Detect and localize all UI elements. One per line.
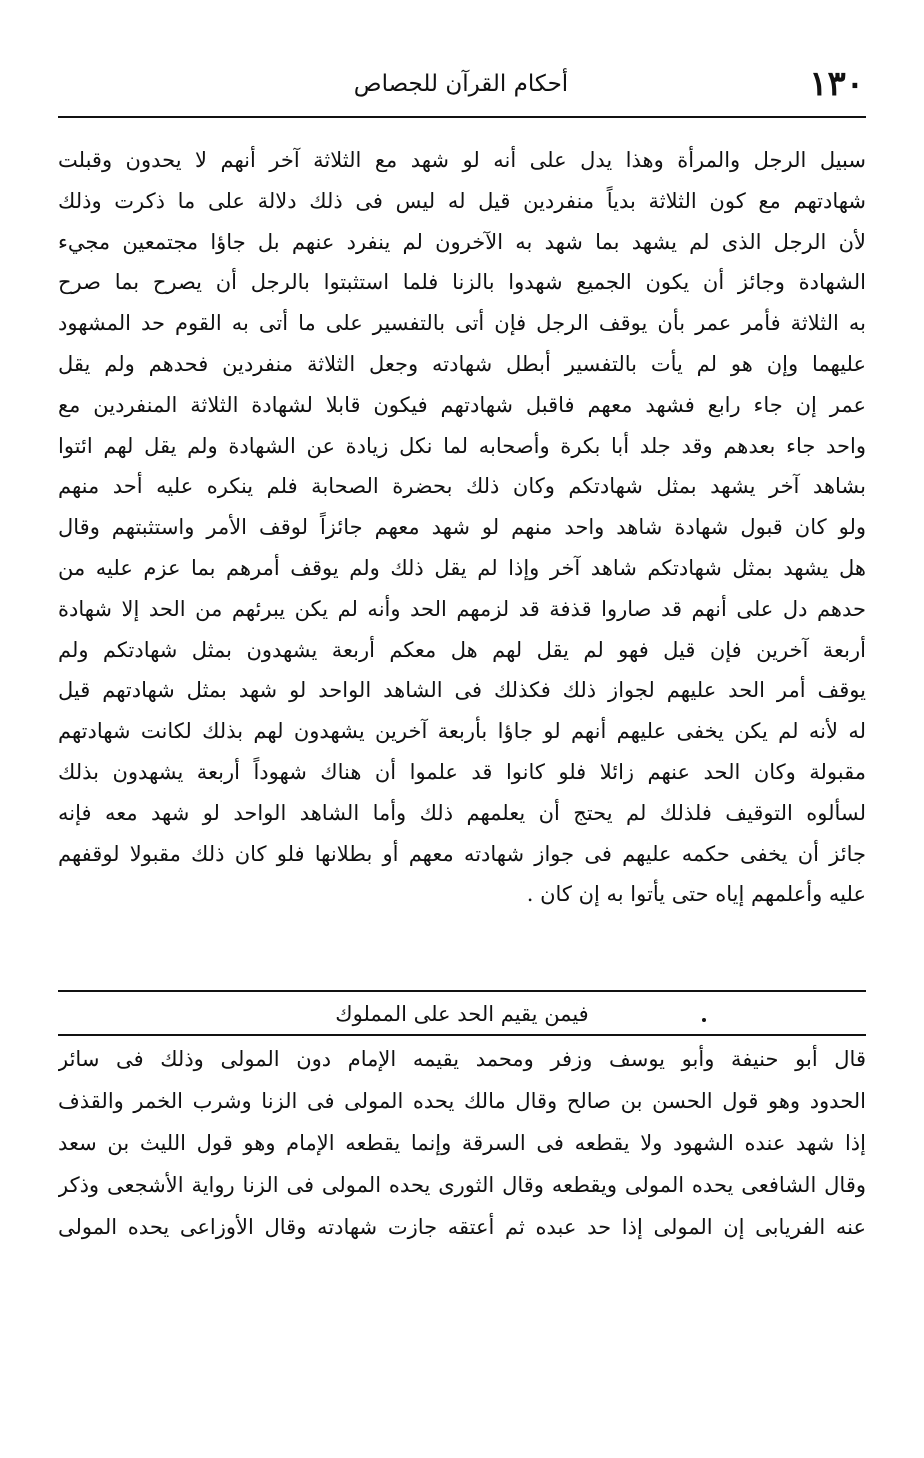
page-number: ١٣٠ <box>809 64 864 104</box>
text-line: شهادتهم مع كون الثلاثة بدياً منفردين قيل له ليس فى ذلك دلالة على ما ذكرت وذلك <box>58 188 866 213</box>
running-title: أحكام القرآن للجصاص <box>353 71 569 97</box>
text-line: لأن الرجل الذى لم يشهد بما شهد به الآخرون لم ينفرد عنهم بل جاؤا مجتمعين مجيء <box>58 229 866 254</box>
section-rule-top <box>58 990 866 992</box>
text-line: عليهما وإن هو لم يأت بالتفسير أبطل شهادته وجعل الثلاثة منفردين فحدهم ولم يقل <box>58 351 866 376</box>
section-line: الحدود وهو قول الحسن بن صالح وقال مالك يحده المولى فى الزنا وشرب الخمر والقذف <box>58 1089 866 1113</box>
text-line: أربعة آخرين فإن قيل فهو لم يقل لهم هل معكم أربعة يشهدون بمثل شهادتكم ولم <box>58 637 866 662</box>
text-line: جائز أن يخفى حكمه عليهم فى جواز شهادته معهم أو بطلانها فلو كان ذلك مقبولا لوقفهم <box>58 841 866 866</box>
section-line: قال أبو حنيفة وأبو يوسف وزفر ومحمد يقيمه الإمام دون المولى وذلك فى سائر <box>58 1047 866 1071</box>
section-line: إذا شهد عنده الشهود ولا يقطعه فى السرقة وإنما يقطعه الإمام وهو قول الليث بن سعد <box>58 1131 866 1155</box>
text-line: ولو كان قبول شهادة شاهد واحد منهم لو شهد معهم جائزاً لوقف الأمر واستثبتهم وقال <box>58 515 866 540</box>
page-header <box>58 62 864 106</box>
text-line: الشهادة وجائز أن يكون الجميع شهدوا بالزنا فلما استثبتوا بالرجل أن يصرح بما صرح <box>58 270 866 295</box>
section-heading: فيمن يقيم الحد على المملوك <box>335 1002 589 1026</box>
text-line: هل يشهد بمثل شهادتكم شاهد آخر وإذا لم يقل ذلك ولم يوقف أمرهم بما عزم عليه من <box>58 555 866 580</box>
section-line: وقال الشافعى يحده المولى ويقطعه وقال الثورى يحده المولى فى الزنا رواية الأشجعى وذكر <box>58 1173 866 1197</box>
section-rule-bottom <box>58 1034 866 1036</box>
heading-dot <box>702 1018 706 1022</box>
text-line: لسألوه التوقيف فلذلك لم يحتج أن يعلمهم ذلك وأما الشاهد الواحد لو شهد معه فإنه <box>58 800 866 825</box>
text-line: به الثلاثة فأمر عمر بأن يوقف الرجل فإن أتى بالتفسير على ما أتى به القوم حد المشهود <box>58 311 866 336</box>
text-line: له لأنه لم يكن يخفى عليهم أنهم لو جاؤا بأربعة آخرين يشهدون لهم بذلك لكانت شهادتهم <box>58 719 866 744</box>
text-line: سبيل الرجل والمرأة وهذا يدل على أنه لو شهد مع الثلاثة آخر أنهم لا يحدون وقبلت <box>58 148 866 172</box>
section-text <box>58 1038 866 1248</box>
text-line: مقبولة وكان الحد عنهم زائلا فلو كانوا قد علموا أن هناك شهوداً أربعة يشهدون بذلك <box>58 759 866 784</box>
text-line: يوقف أمر الحد عليهم لجواز ذلك فكذلك فى الشاهد الواحد لو شهد بمثل شهادتهم قيل <box>58 678 866 703</box>
text-line: واحد جاء بعدهم وقد جلد أبا بكرة وأصحابه لما نكل زيادة عن الشهادة ولم يقل لهم ائتوا <box>58 433 866 458</box>
text-line: حدهم دل على أنهم قد صاروا قذفة قد لزمهم الحد وأنه لم يكن يبرئهم من الحد إلا شهادة <box>58 596 866 621</box>
section-line: عنه الفريابى إن المولى إذا حد عبده ثم أعتقه جازت شهادته وقال الأوزاعى يحده المولى <box>58 1215 866 1239</box>
main-text <box>58 140 866 915</box>
text-line: بشاهد آخر يشهد بمثل شهادتكم وكان ذلك بحضرة الصحابة فلم ينكره عليه أحد منهم <box>58 474 866 499</box>
text-line: عليه وأعلمهم إياه حتى يأتوا به إن كان . <box>526 882 866 907</box>
header-rule <box>58 116 866 118</box>
text-line: عمر إن جاء رابع فشهد معهم فاقبل شهادتهم فيكون قابلا لشهادة الثلاثة المنفردين مع <box>58 392 866 417</box>
